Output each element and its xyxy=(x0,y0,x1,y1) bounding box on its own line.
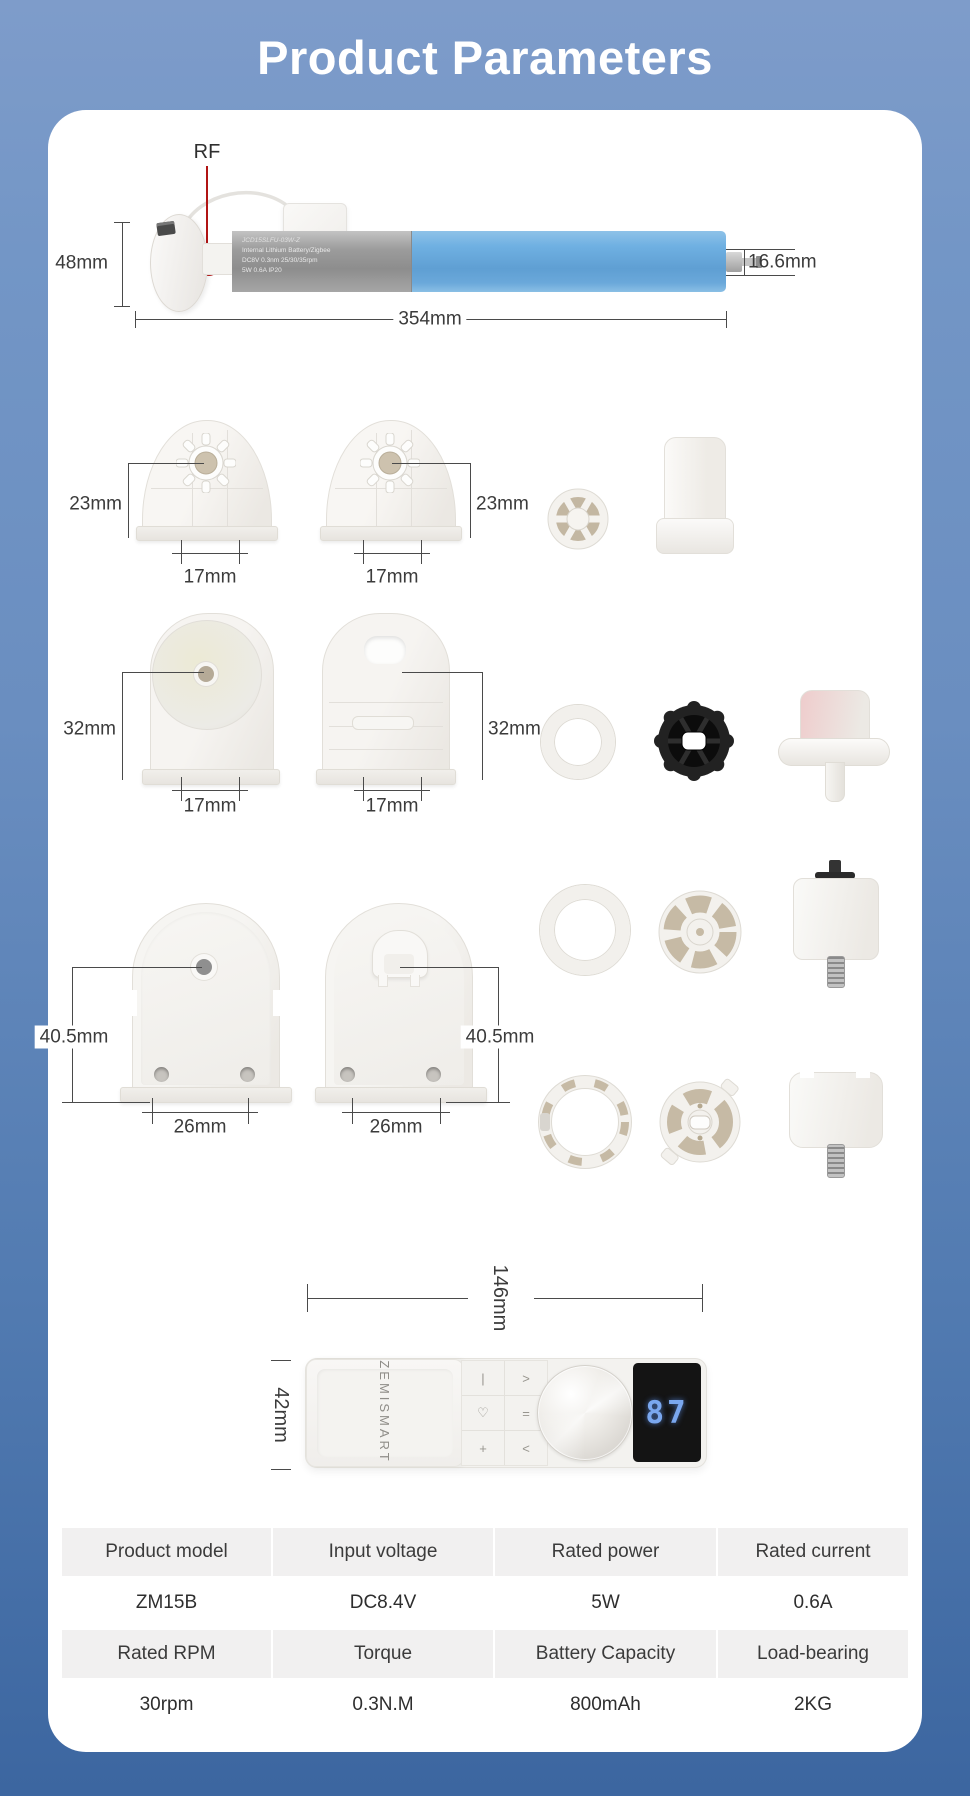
bracket-row3-left xyxy=(132,903,280,1094)
dim-tick xyxy=(271,1469,291,1470)
motor-label-line: JCD15SLFU-03W-Z xyxy=(242,237,301,244)
spec-header-cell: Load-bearing xyxy=(718,1630,908,1678)
remote-display-digits: 87 xyxy=(645,1394,689,1431)
bracket-notch xyxy=(273,990,282,1016)
hook-leg xyxy=(410,975,420,987)
dim-line xyxy=(128,463,204,464)
slotted-ring-part xyxy=(538,1075,632,1169)
motor-shaft-stub xyxy=(726,252,742,272)
dim-row1-width-right: 17mm xyxy=(365,566,419,588)
screw-hole xyxy=(426,1067,441,1082)
tube-crown-adapter-part xyxy=(664,437,726,527)
dim-tick xyxy=(271,1360,291,1361)
dim-line xyxy=(392,463,470,464)
motor-label-line: 5W 0.6A IP20 xyxy=(242,267,282,275)
remote-brand-label: ZEMISMART xyxy=(377,1360,392,1464)
remote-button: = xyxy=(505,1396,547,1430)
spec-header-cell: Product model xyxy=(62,1528,271,1576)
dim-tick xyxy=(181,777,182,801)
bracket-row3-left-base xyxy=(120,1087,292,1103)
screw-hole xyxy=(240,1067,255,1082)
remote-display xyxy=(633,1363,701,1462)
spec-value-cell: 5W xyxy=(495,1578,716,1628)
spec-value-cell: 0.6A xyxy=(718,1578,908,1628)
spec-value-cell: 800mAh xyxy=(495,1680,716,1730)
tube-adapter-ring-part xyxy=(545,486,611,552)
bracket-row3-right-hook-opening xyxy=(384,954,414,974)
dim-tick xyxy=(744,249,745,276)
remote-dial xyxy=(537,1365,633,1461)
screw-hole xyxy=(154,1067,169,1082)
black-gear-adapter-part xyxy=(651,698,737,784)
dim-tick xyxy=(352,1098,353,1124)
dim-tick xyxy=(248,1098,249,1124)
adapter-notch xyxy=(800,1068,814,1078)
dim-shaft-diameter: 16.6mm xyxy=(748,251,817,273)
dim-line xyxy=(142,1112,258,1113)
dim-line xyxy=(122,672,123,780)
pin-part-body xyxy=(793,878,879,960)
motor-label-line: DC8V 0.3nm 25/30/35rpm xyxy=(242,257,318,265)
dim-row1-height-left: 23mm xyxy=(69,493,122,515)
spec-value-cell: 30rpm xyxy=(62,1680,271,1730)
dim-row3-height-left: 40.5mm xyxy=(35,1026,114,1049)
adapter-screw xyxy=(827,1144,845,1178)
dim-tick xyxy=(114,306,130,307)
remote-buttons xyxy=(461,1360,548,1466)
remote-button: ♡ xyxy=(462,1396,504,1430)
dim-line-shaft-top xyxy=(726,249,795,250)
dim-line xyxy=(354,553,430,554)
motor-label-band xyxy=(232,231,412,292)
dim-remote-width: 42mm xyxy=(270,1387,292,1443)
dim-tick xyxy=(421,540,422,564)
disc-adapter-part xyxy=(654,1076,746,1168)
motor-label-line: Internal Lithium Battery/Zigbee xyxy=(242,247,331,255)
dim-line xyxy=(172,553,248,554)
dim-line xyxy=(354,790,430,791)
dim-line xyxy=(62,1102,150,1103)
spec-value-cell: 0.3N.M xyxy=(273,1680,493,1730)
dim-row2-height-right: 32mm xyxy=(488,718,541,740)
dim-row3-height-right: 40.5mm xyxy=(461,1026,540,1049)
spacer-ring-part xyxy=(540,885,630,975)
dim-motor-height: 48mm xyxy=(55,252,108,274)
dim-tick xyxy=(114,222,130,223)
dim-line-shaft-bottom xyxy=(726,275,795,276)
spec-table xyxy=(62,1528,908,1730)
round-adapter-part xyxy=(789,1072,883,1148)
screw-hole xyxy=(340,1067,355,1082)
dim-line xyxy=(72,967,202,968)
page-title: Product Parameters xyxy=(257,31,713,84)
spec-header-cell: Torque xyxy=(273,1630,493,1678)
dim-line xyxy=(470,463,471,538)
dim-tick xyxy=(307,1284,308,1312)
dim-tick xyxy=(152,1098,153,1124)
dim-line-146mm xyxy=(534,1298,702,1299)
wheel-adapter-part xyxy=(656,888,744,976)
spec-header-cell: Rated RPM xyxy=(62,1630,271,1678)
dim-line xyxy=(122,672,204,673)
rf-label: RF xyxy=(193,141,221,163)
dim-line xyxy=(128,463,129,538)
dim-line xyxy=(482,672,483,780)
spacer-ring-part xyxy=(541,705,615,779)
dim-line xyxy=(342,1112,450,1113)
spec-value-cell: DC8.4V xyxy=(273,1578,493,1628)
head-label-sticker xyxy=(156,221,176,236)
dim-tick xyxy=(363,540,364,564)
bracket-row2-left-hole xyxy=(198,666,214,682)
spec-value-cell: ZM15B xyxy=(62,1578,271,1628)
dim-row2-width-left: 17mm xyxy=(183,795,237,817)
spec-value-cell: 2KG xyxy=(718,1680,908,1730)
motor-tube xyxy=(412,231,726,292)
bracket-row2-right-slot xyxy=(364,636,406,664)
spec-header-cell: Rated power xyxy=(495,1528,716,1576)
adapter-notch xyxy=(856,1068,870,1078)
idle-end-cup-part xyxy=(800,690,870,744)
idle-end-stem-part xyxy=(825,762,845,802)
dim-line-146mm xyxy=(307,1298,468,1299)
dim-tick xyxy=(421,777,422,801)
dim-line xyxy=(172,790,248,791)
dim-tick xyxy=(239,540,240,564)
pin-part-screw xyxy=(827,956,845,988)
dim-line xyxy=(400,967,498,968)
bracket-row1-left-base xyxy=(136,526,278,541)
dim-row1-height-right: 23mm xyxy=(476,493,529,515)
dim-row2-width-right: 17mm xyxy=(365,795,419,817)
bracket-row2-right-latch xyxy=(352,716,414,730)
rf-callout-line xyxy=(206,166,208,254)
dim-row1-width-left: 17mm xyxy=(183,566,237,588)
dim-tick xyxy=(239,777,240,801)
dim-motor-length: 354mm xyxy=(393,308,466,331)
remote-button: | xyxy=(462,1361,504,1395)
dim-tick xyxy=(135,311,136,328)
spec-header-cell: Rated current xyxy=(718,1528,908,1576)
bracket-notch xyxy=(128,990,137,1016)
remote-button: + xyxy=(462,1431,504,1465)
dim-remote-length: 146mm xyxy=(490,1259,510,1338)
bracket-row1-right-base xyxy=(320,526,462,541)
tube-crown-adapter-collar xyxy=(656,518,734,554)
dim-tick xyxy=(363,777,364,801)
dim-row3-width-right: 26mm xyxy=(369,1116,423,1138)
dim-tick xyxy=(702,1284,703,1312)
hook-leg xyxy=(378,975,388,987)
bracket-row2-left-base xyxy=(142,769,280,785)
dim-line xyxy=(446,1102,510,1103)
remote-button: > xyxy=(505,1361,547,1395)
spec-header-cell: Input voltage xyxy=(273,1528,493,1576)
remote-button: < xyxy=(505,1431,547,1465)
dim-tick xyxy=(440,1098,441,1124)
dim-line-48mm xyxy=(122,222,123,306)
spec-header-cell: Battery Capacity xyxy=(495,1630,716,1678)
dim-tick xyxy=(181,540,182,564)
dim-tick xyxy=(726,311,727,328)
dim-row3-width-left: 26mm xyxy=(173,1116,227,1138)
dim-line xyxy=(402,672,482,673)
bracket-row3-right-base xyxy=(315,1087,487,1103)
bracket-row2-right-base xyxy=(316,769,456,785)
dim-row2-height-left: 32mm xyxy=(63,718,116,740)
